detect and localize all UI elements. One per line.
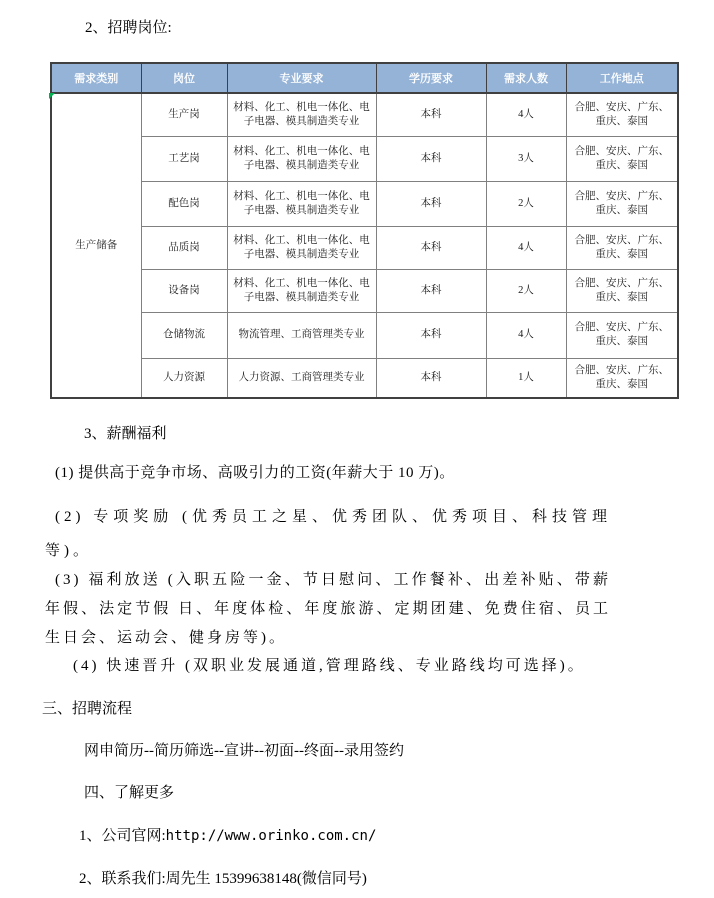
benefit-paragraph-2: (2) 专项奖励 (优秀员工之星、优秀团队、优秀项目、科技管理等)。 <box>45 509 611 559</box>
cell-major: 材料、化工、机电一体化、电子电器、模具制造类专业 <box>227 269 376 312</box>
cell-degree: 本科 <box>376 181 486 226</box>
cell-major: 材料、化工、机电一体化、电子电器、模具制造类专业 <box>227 93 376 136</box>
positions-table <box>50 62 679 399</box>
website-line <box>79 824 376 845</box>
table-header-row <box>51 63 678 93</box>
cell-location: 合肥、安庆、广东、 重庆、泰国 <box>566 269 678 312</box>
cell-count: 4人 <box>486 312 566 358</box>
header-cell-category: 需求类别 <box>51 63 141 93</box>
cell-count: 1人 <box>486 358 566 398</box>
section-title-recruitment-process: 三、招聘流程 <box>42 701 133 717</box>
cell-position: 工艺岗 <box>141 136 227 181</box>
cell-major: 材料、化工、机电一体化、电子电器、模具制造类专业 <box>227 181 376 226</box>
website-url: http://www.orinko.com.cn/ <box>165 828 377 844</box>
benefit-paragraph-1: (1) 提供高于竞争市场、高吸引力的工资(年薪大于 10 万)。 <box>55 465 455 481</box>
table-row <box>51 181 678 226</box>
cell-position: 配色岗 <box>141 181 227 226</box>
cell-degree: 本科 <box>376 358 486 398</box>
cell-location: 合肥、安庆、广东、 重庆、泰国 <box>566 312 678 358</box>
header-cell-location: 工作地点 <box>566 63 678 93</box>
cell-location: 合肥、安庆、广东、 重庆、泰国 <box>566 136 678 181</box>
header-cell-position: 岗位 <box>141 63 227 93</box>
header-cell-count: 需求人数 <box>486 63 566 93</box>
category-cell: 生产储备 <box>51 93 141 398</box>
cell-position: 人力资源 <box>141 358 227 398</box>
cell-count: 2人 <box>486 181 566 226</box>
table-row <box>51 93 678 136</box>
process-flow-text: 网申简历--简历筛选--宣讲--初面--终面--录用签约 <box>84 743 404 759</box>
cell-count: 4人 <box>486 226 566 269</box>
cell-position: 设备岗 <box>141 269 227 312</box>
header-cell-major: 专业要求 <box>227 63 376 93</box>
cell-location: 合肥、安庆、广东、 重庆、泰国 <box>566 358 678 398</box>
green-corner-marker <box>49 93 55 99</box>
table-row <box>51 269 678 312</box>
section-title-learn-more: 四、了解更多 <box>84 785 175 801</box>
cell-location: 合肥、安庆、广东、 重庆、泰国 <box>566 226 678 269</box>
benefit-paragraph-4: (4) 快速晋升 (双职业发展通道,管理路线、专业路线均可选择)。 <box>73 658 586 674</box>
cell-degree: 本科 <box>376 136 486 181</box>
cell-major: 材料、化工、机电一体化、电子电器、模具制造类专业 <box>227 136 376 181</box>
cell-major: 材料、化工、机电一体化、电子电器、模具制造类专业 <box>227 226 376 269</box>
cell-position: 生产岗 <box>141 93 227 136</box>
cell-major: 人力资源、工商管理类专业 <box>227 358 376 398</box>
positions-table-container <box>50 62 677 399</box>
cell-position: 仓储物流 <box>141 312 227 358</box>
cell-count: 3人 <box>486 136 566 181</box>
table-row <box>51 226 678 269</box>
table-row <box>51 358 678 398</box>
cell-count: 2人 <box>486 269 566 312</box>
contact-line: 2、联系我们:周先生 15399638148(微信同号) <box>79 871 367 887</box>
cell-location: 合肥、安庆、广东、 重庆、泰国 <box>566 181 678 226</box>
cell-degree: 本科 <box>376 93 486 136</box>
cell-position: 品质岗 <box>141 226 227 269</box>
website-label: 1、公司官网: <box>79 828 166 844</box>
cell-degree: 本科 <box>376 312 486 358</box>
section-title-salary-benefits: 3、薪酬福利 <box>84 426 167 442</box>
header-cell-degree: 学历要求 <box>376 63 486 93</box>
cell-degree: 本科 <box>376 269 486 312</box>
cell-location: 合肥、安庆、广东、 重庆、泰国 <box>566 93 678 136</box>
section-title-recruitment-positions: 2、招聘岗位: <box>85 20 172 36</box>
table-row <box>51 312 678 358</box>
benefit-paragraph-3: (3) 福利放送 (入职五险一金、节日慰问、工作餐补、出差补贴、带薪年假、法定节假 日、年度体检、年度旅游、定期团建、免费住宿、员工生日会、运动会、健身房等)。 <box>45 572 611 646</box>
cell-count: 4人 <box>486 93 566 136</box>
cell-degree: 本科 <box>376 226 486 269</box>
table-row <box>51 136 678 181</box>
cell-major: 物流管理、工商管理类专业 <box>227 312 376 358</box>
